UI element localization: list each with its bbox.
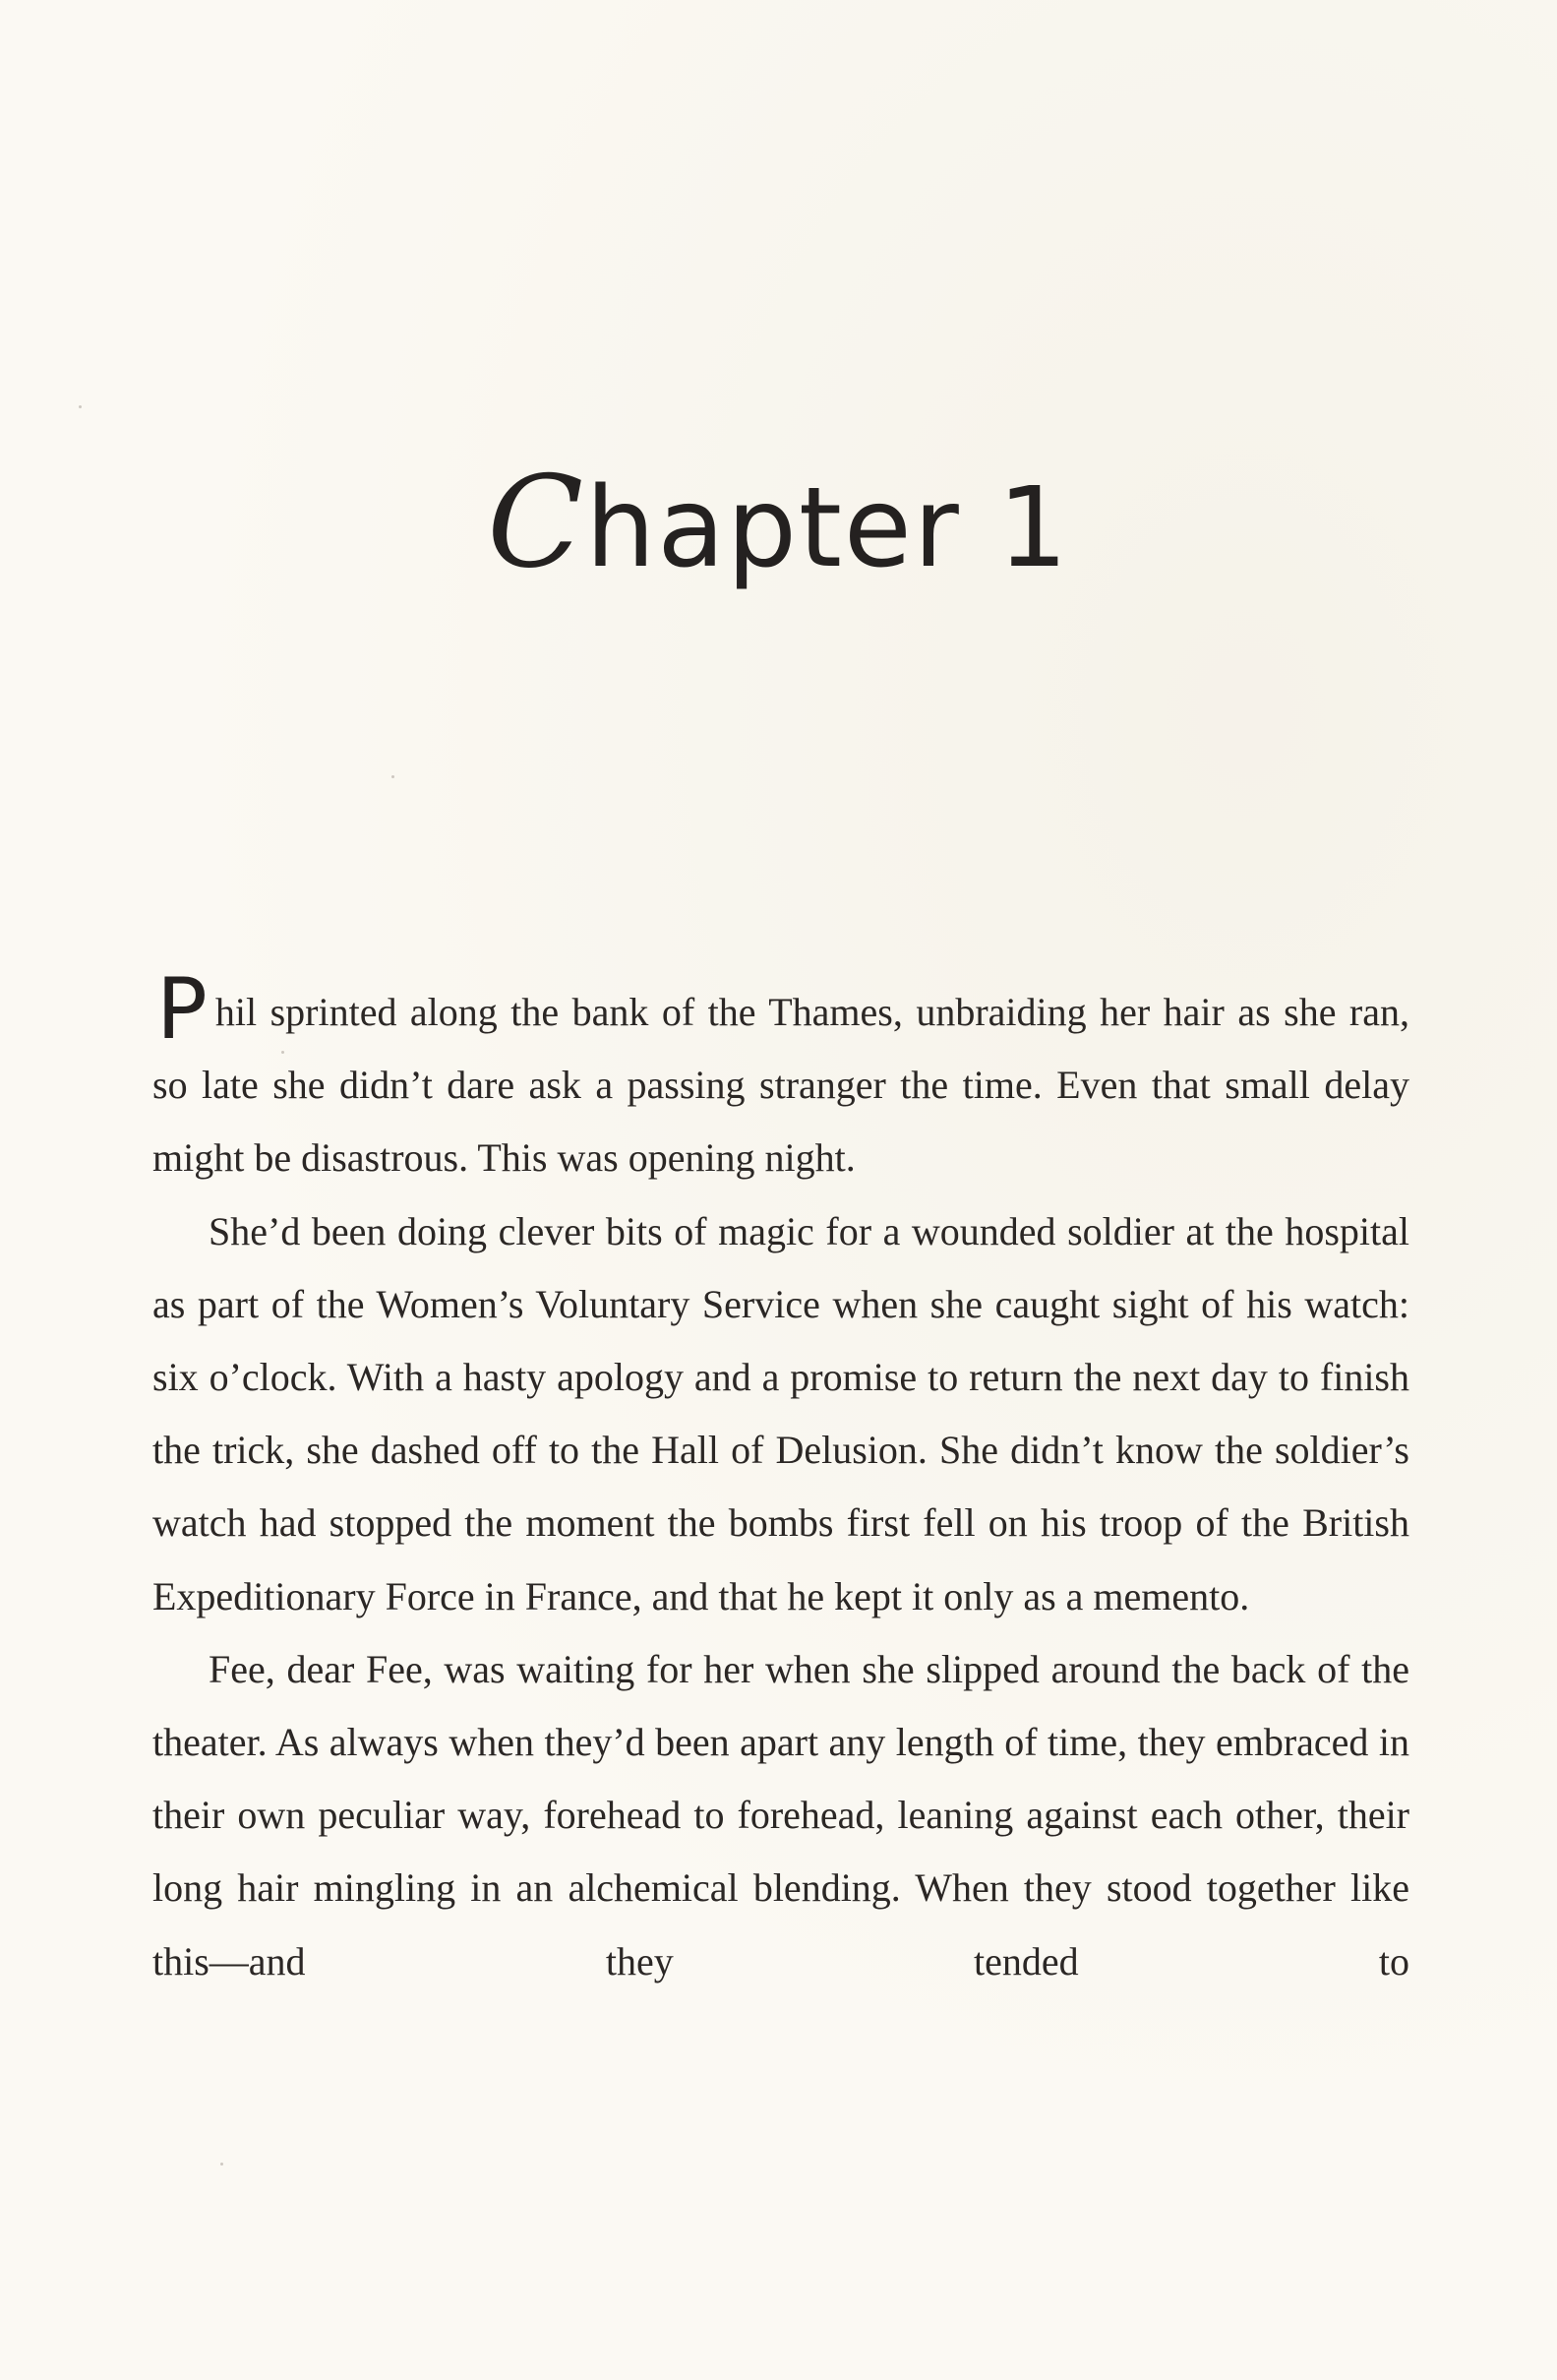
paragraph-2: She’d been doing clever bits of magic for a wounded soldier at the hospital as part of the Women’s Voluntary Service when she caught sight of his watch: six o’clock. With a hasty apology and a promise to return the next day to finish the trick, she dashed off to the Hall of Delusion. She didn’t know the soldier’s watch had stopped the moment the bombs first fell on his troop of the British Expeditionary Force in France, and that he kept it only as a memento. [152, 1208, 1409, 1618]
chapter-heading [0, 450, 1557, 596]
chapter-title-initial: C [487, 450, 586, 596]
paper-speck [79, 405, 82, 408]
chapter-title-rest: hapter [585, 464, 998, 592]
paragraph-3: Fee, dear Fee, was waiting for her when she slipped around the back of the theater. As always when they’d been apart any length of time, they embraced in their own peculiar way, forehead to forehead, leaning against each other, their long hair mingling in an alchemical blending. When they stood together like this—and they tended to [152, 1646, 1409, 1983]
paragraph-1 [152, 960, 1409, 1195]
paragraph-1-text: hil sprinted along the bank of the Thames, unbraiding her hair as she ran, so late she didn’t dare ask a passing stranger the time. Even that small delay might be disastrous. This was opening night. [152, 990, 1409, 1181]
chapter-body [152, 960, 1409, 1998]
paper-speck [281, 1051, 284, 1054]
chapter-number: 1 [997, 464, 1070, 592]
drop-cap: P [156, 960, 208, 1059]
paper-speck [391, 775, 394, 778]
paper-speck [220, 2163, 223, 2166]
